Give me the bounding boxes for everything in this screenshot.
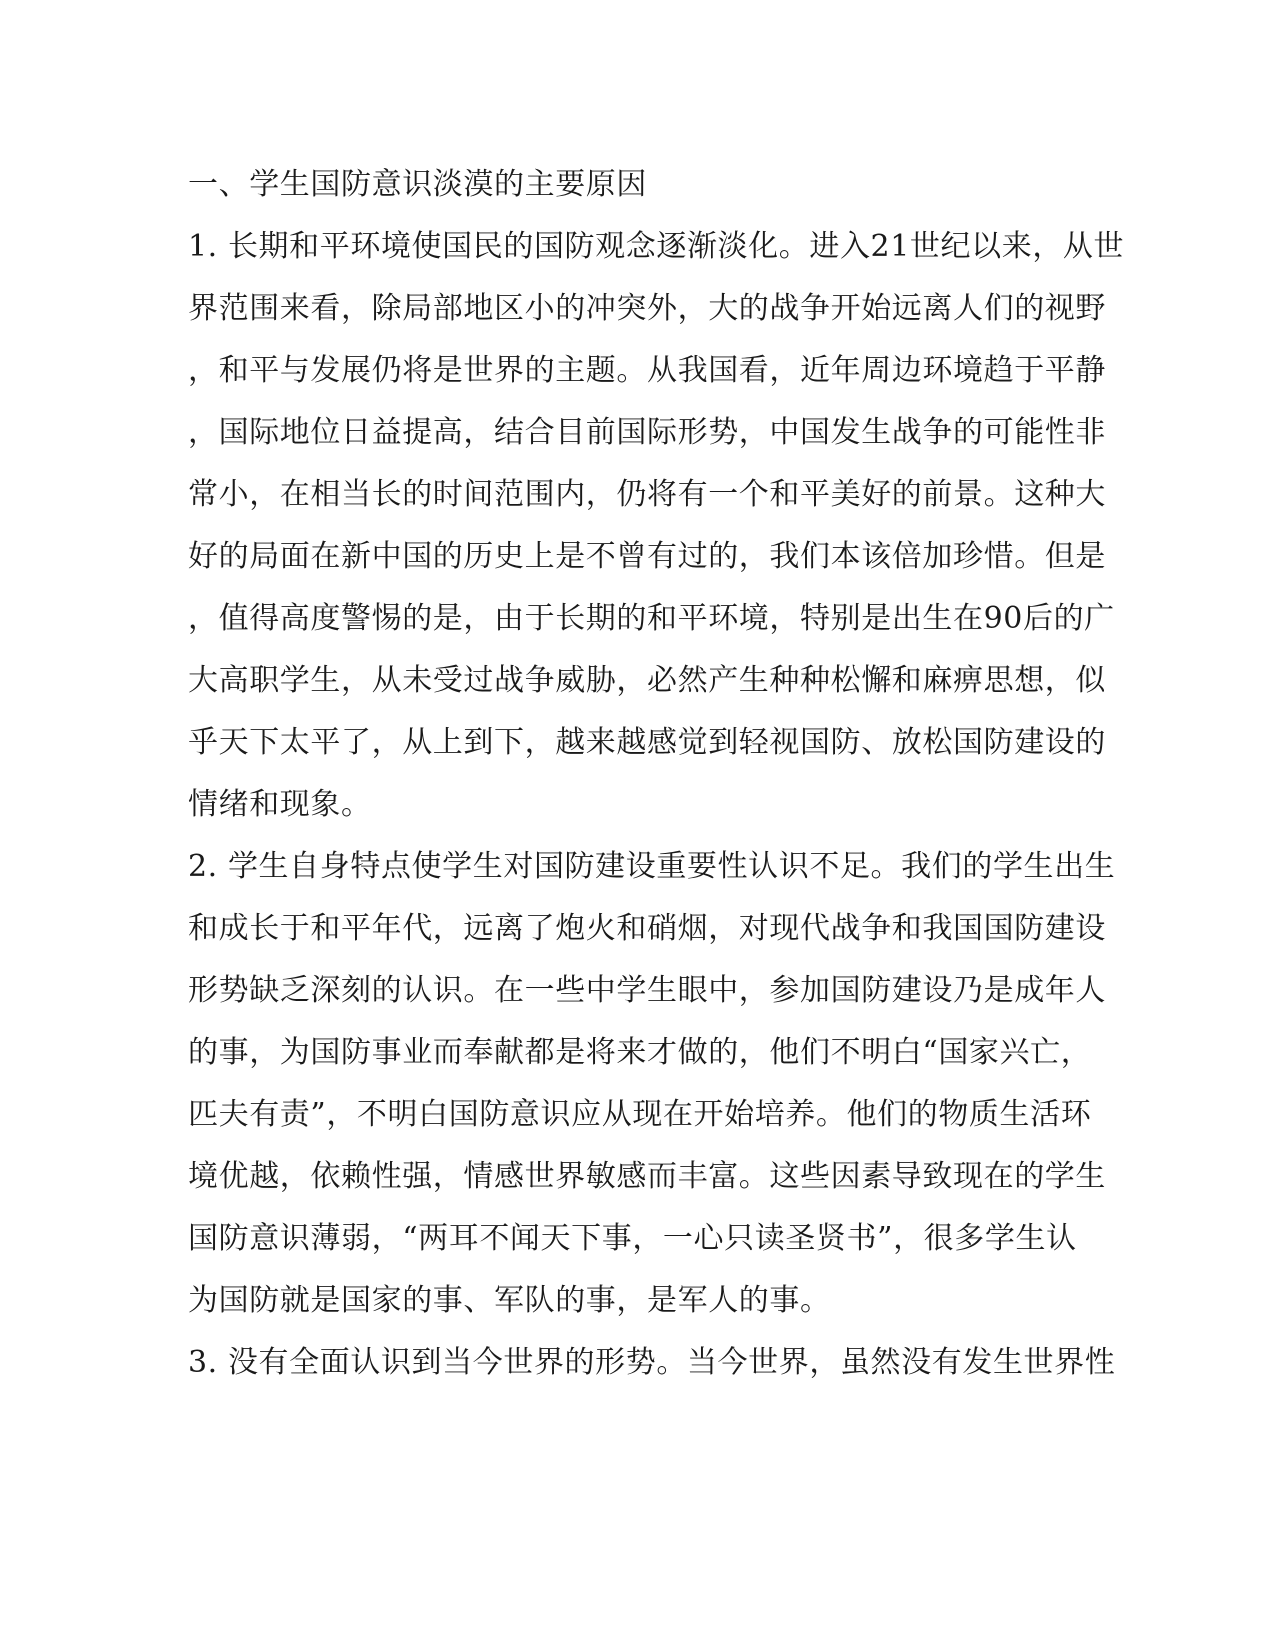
paragraph-2-line-7: 国防意识薄弱，“两耳不闻天下事，一心只读圣贤书”，很多学生认 (188, 1221, 1077, 1256)
paragraph-2-line-8: 为国防就是国家的事、军队的事，是军人的事。 (188, 1283, 831, 1318)
section-heading: 一、学生国防意识淡漠的主要原因 (188, 167, 647, 202)
paragraph-1-line-1: 1. 长期和平环境使国民的国防观念逐渐淡化。进入21世纪以来，从世 (188, 229, 1125, 264)
paragraph-2-line-5: 匹夫有责”，不明白国防意识应从现在开始培养。他们的物质生活环 (188, 1097, 1092, 1132)
paragraph-1-line-5: 常小，在相当长的时间范围内，仍将有一个和平美好的前景。这种大 (188, 477, 1106, 512)
paragraph-1-line-2: 界范围来看，除局部地区小的冲突外，大的战争开始远离人们的视野 (188, 291, 1106, 326)
paragraph-2-line-3: 形势缺乏深刻的认识。在一些中学生眼中，参加国防建设乃是成年人 (188, 973, 1106, 1008)
paragraph-1-line-6: 好的局面在新中国的历史上是不曾有过的，我们本该倍加珍惜。但是 (188, 539, 1106, 574)
paragraph-1-line-9: 乎天下太平了，从上到下，越来越感觉到轻视国防、放松国防建设的 (188, 725, 1106, 760)
paragraph-2-line-4: 的事，为国防事业而奉献都是将来才做的，他们不明白“国家兴亡， (188, 1035, 1092, 1070)
paragraph-1-line-8: 大高职学生，从未受过战争威胁，必然产生种种松懈和麻痹思想，似 (188, 663, 1106, 698)
paragraph-3-line-1: 3. 没有全面认识到当今世界的形势。当今世界，虽然没有发生世界性 (188, 1345, 1116, 1380)
paragraph-2-line-6: 境优越，依赖性强，情感世界敏感而丰富。这些因素导致现在的学生 (188, 1159, 1106, 1194)
paragraph-1-line-4: ，国际地位日益提高，结合目前国际形势，中国发生战争的可能性非 (188, 415, 1106, 450)
paragraph-2-line-1: 2. 学生自身特点使学生对国防建设重要性认识不足。我们的学生出生 (188, 849, 1116, 884)
paragraph-2-line-2: 和成长于和平年代，远离了炮火和硝烟，对现代战争和我国国防建设 (188, 911, 1106, 946)
paragraph-1-line-10: 情绪和现象。 (188, 787, 372, 822)
paragraph-1-line-3: ，和平与发展仍将是世界的主题。从我国看，近年周边环境趋于平静 (188, 353, 1106, 388)
paragraph-1-line-7: ，值得高度警惕的是，由于长期的和平环境，特别是出生在90后的广 (188, 601, 1115, 636)
